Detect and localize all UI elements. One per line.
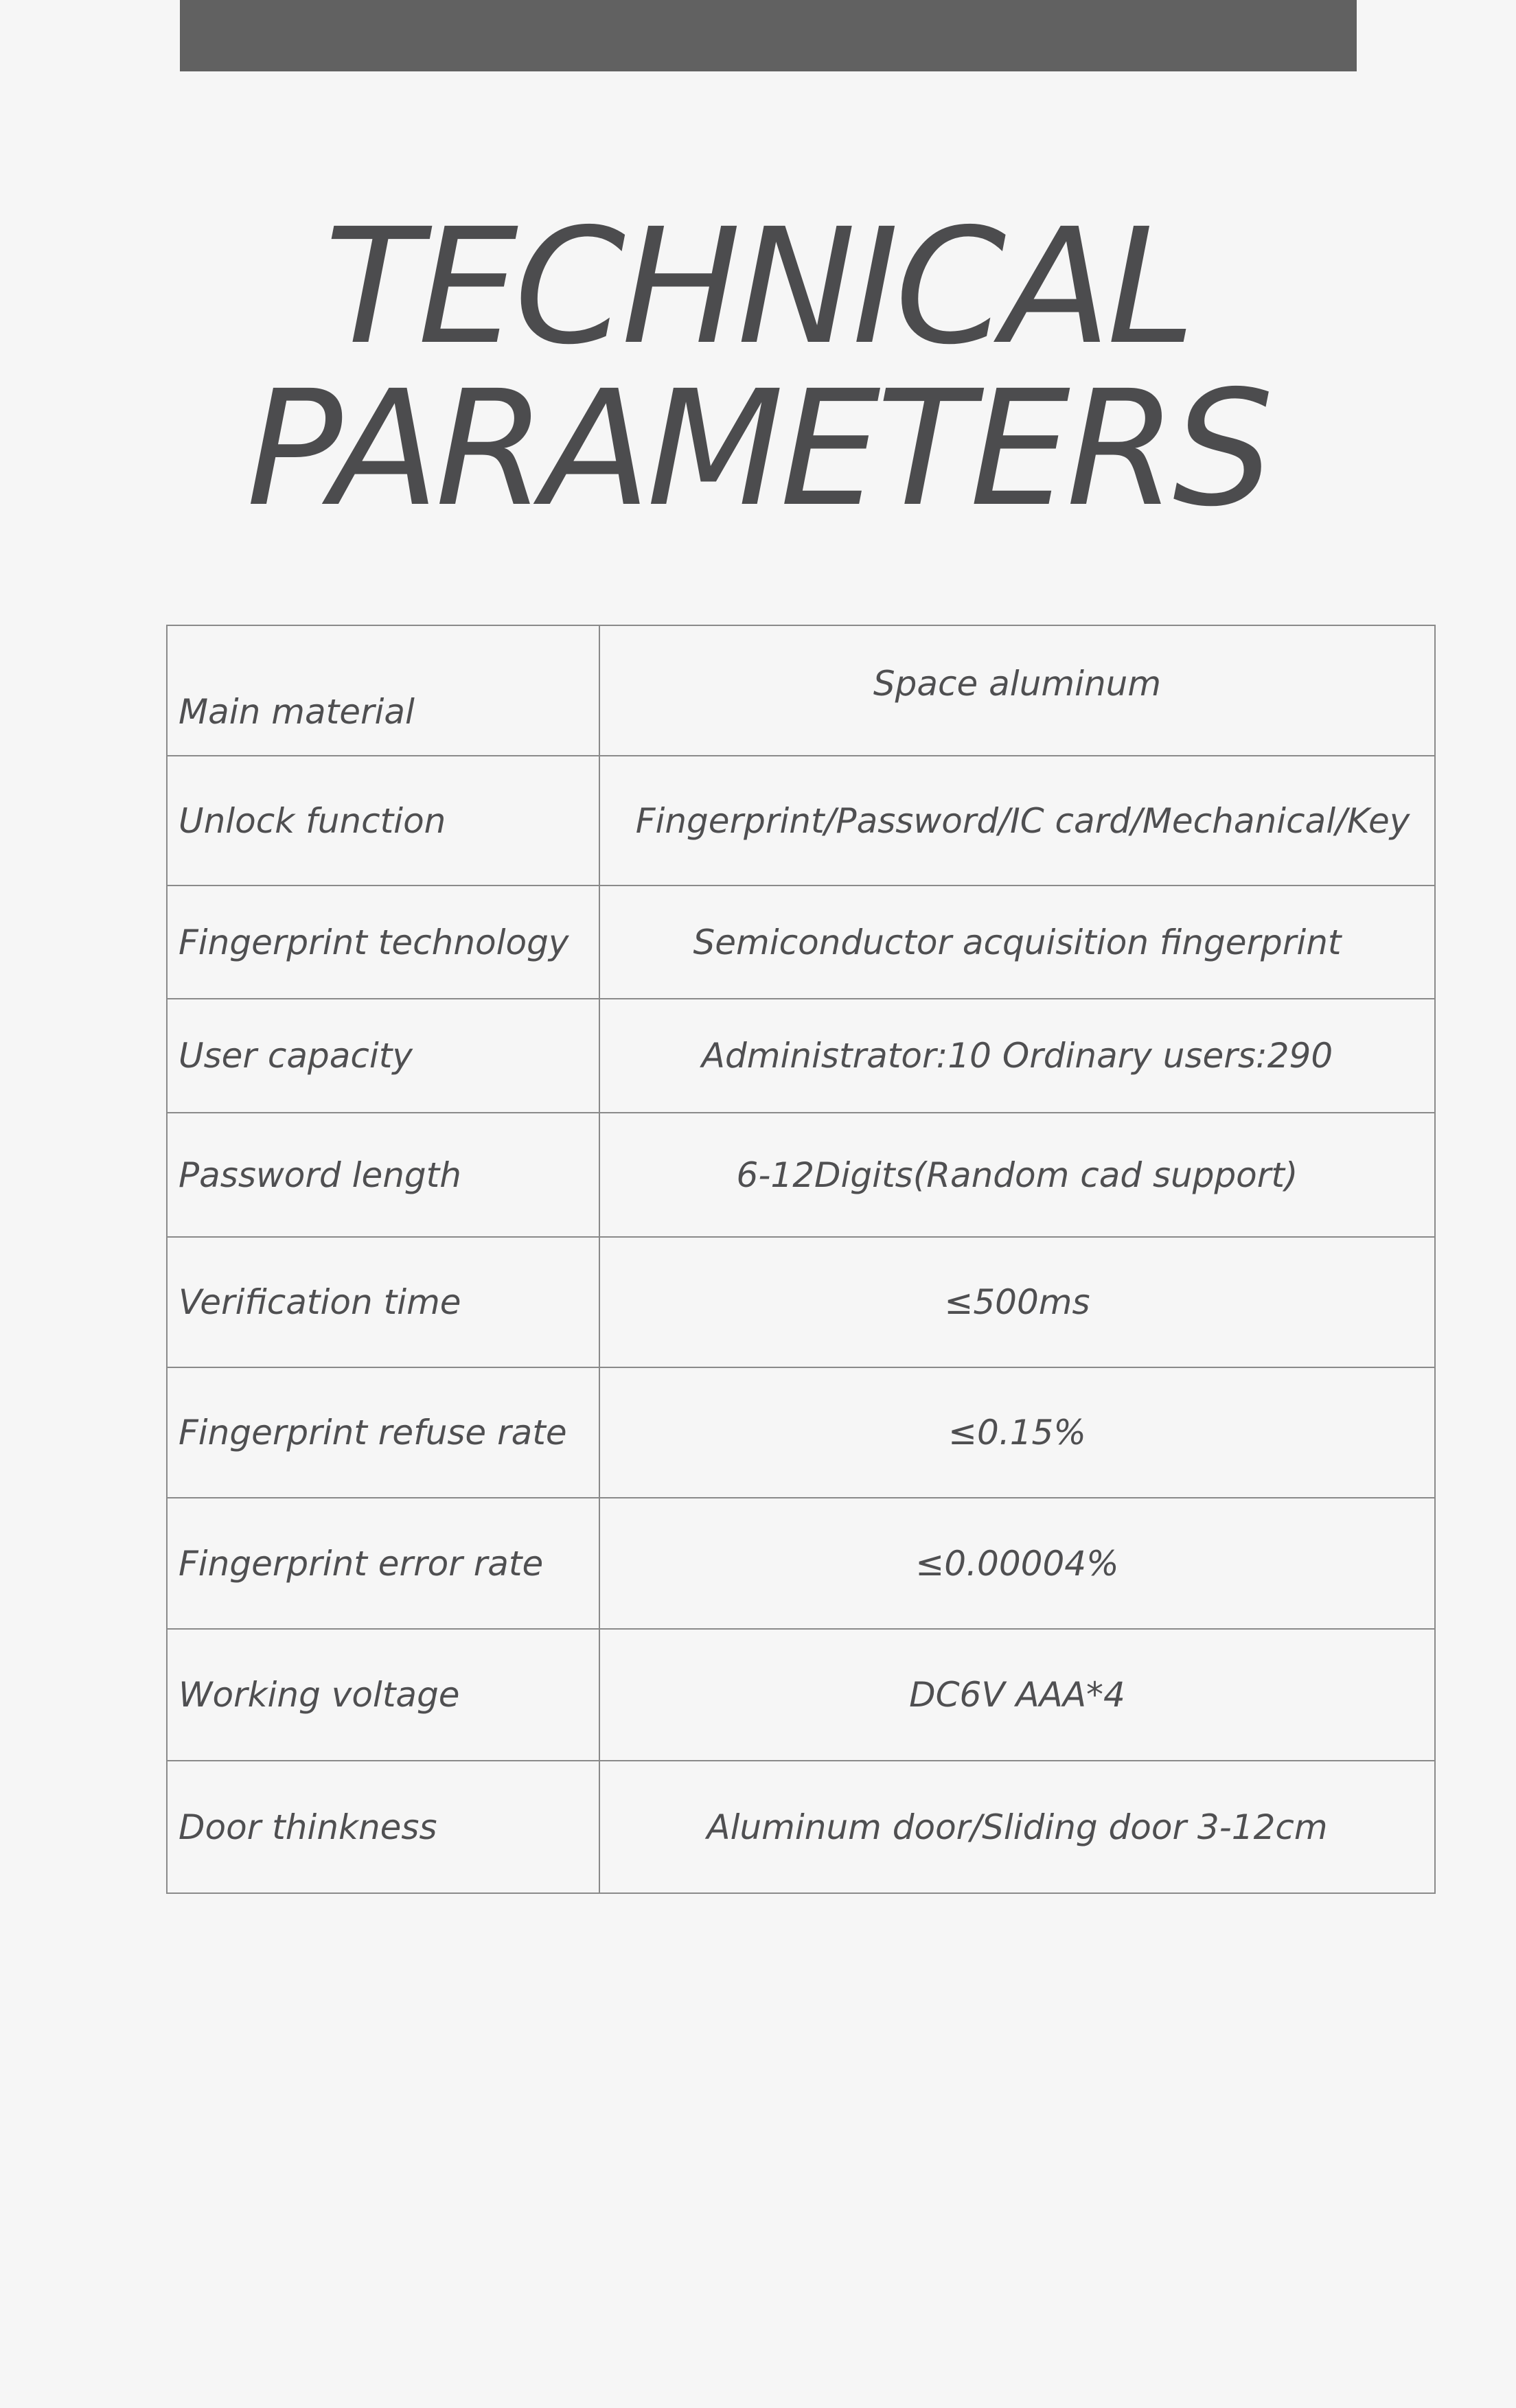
table-row xyxy=(167,756,1435,885)
table-row xyxy=(167,885,1435,999)
table-row xyxy=(167,1629,1435,1761)
parameter-value: ≤500ms xyxy=(599,1237,1435,1367)
parameter-label: Door thinkness xyxy=(167,1761,599,1893)
table-row xyxy=(167,999,1435,1113)
table-row xyxy=(167,625,1435,756)
parameter-value: DC6V AAA*4 xyxy=(599,1629,1435,1761)
parameter-value: Administrator:10 Ordinary users:290 xyxy=(599,999,1435,1113)
parameter-label: Unlock function xyxy=(167,756,599,885)
table-row xyxy=(167,1498,1435,1629)
parameter-value: Space aluminum xyxy=(599,625,1435,756)
parameter-label: Fingerprint error rate xyxy=(167,1498,599,1629)
table-row xyxy=(167,1113,1435,1237)
parameter-label: Working voltage xyxy=(167,1629,599,1761)
parameter-value: ≤0.00004% xyxy=(599,1498,1435,1629)
table-row xyxy=(167,1237,1435,1367)
parameter-value: Semiconductor acquisition fingerprint xyxy=(599,885,1435,999)
parameter-label: Fingerprint refuse rate xyxy=(167,1367,599,1498)
parameter-label: User capacity xyxy=(167,999,599,1113)
table-row xyxy=(167,1761,1435,1893)
page-title-line-2: PARAMETERS xyxy=(246,356,1270,542)
parameter-value: Aluminum door/Sliding door 3-12cm xyxy=(599,1761,1435,1893)
parameter-value: 6-12Digits(Random cad support) xyxy=(599,1113,1435,1237)
parameter-label: Fingerprint technology xyxy=(167,885,599,999)
parameter-label: Verification time xyxy=(167,1237,599,1367)
technical-parameters-table xyxy=(166,625,1436,1894)
page-title xyxy=(0,194,1516,542)
parameter-value: ≤0.15% xyxy=(599,1367,1435,1498)
top-header-bar xyxy=(180,0,1357,71)
parameter-value: Fingerprint/Password/IC card/Mechanical/Key xyxy=(599,756,1435,885)
parameter-label: Main material xyxy=(167,625,599,756)
parameter-label: Password length xyxy=(167,1113,599,1237)
page-title-line-1: TECHNICAL xyxy=(324,194,1192,380)
table-row xyxy=(167,1367,1435,1498)
